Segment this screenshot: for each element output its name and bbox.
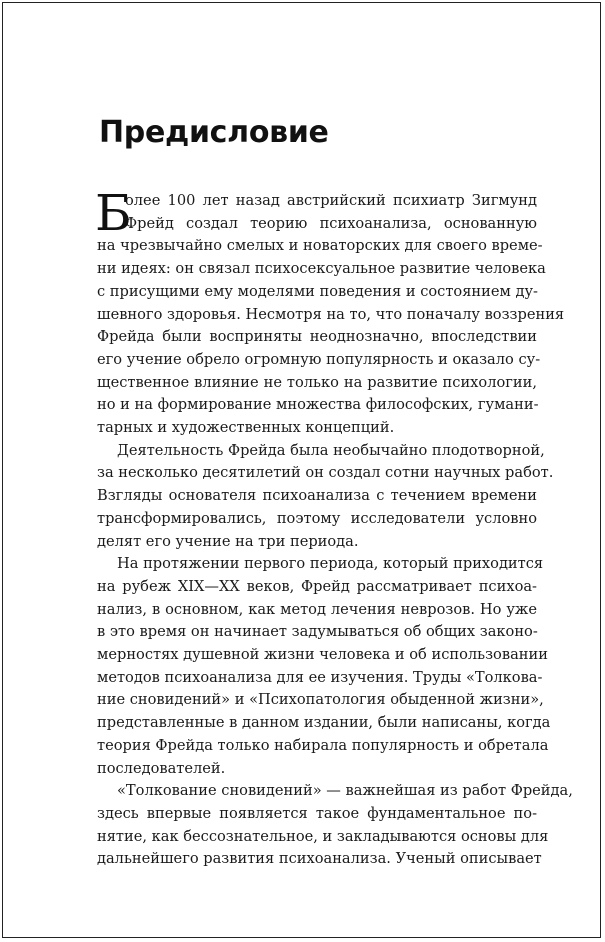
text-line: тарных и художественных концепций. <box>97 419 395 437</box>
text-line: на чрезвычайно смелых и новаторских для своего време- <box>97 237 543 255</box>
text-line: На протяжении первого периода, который приходится <box>117 555 544 573</box>
text-line: последователей. <box>97 759 226 777</box>
text-line: его учение обрело огромную популярность и оказало су- <box>97 350 541 368</box>
text-line: но и на формирование множества философских, гумани- <box>97 396 539 414</box>
text-line: «Толкование сновидений» — важнейшая из работ Фрейда, <box>117 782 573 800</box>
text-line: олее 100 лет назад австрийский психиатр Зигмунд <box>125 192 537 209</box>
text-line: делят его учение на три периода. <box>97 532 359 550</box>
text-line: дальнейшего развития психоанализа. Ученый описывает <box>97 850 542 868</box>
text-line: шевного здоровья. Несмотря на то, что поначалу воззрения <box>97 305 565 323</box>
text-line: Фрейд создал теорию психоанализа, основанную <box>125 214 537 232</box>
text-line: за несколько десятилетий он создал сотни научных работ. <box>97 464 554 482</box>
text-line: ни идеях: он связал психосексуальное развитие человека <box>97 260 546 278</box>
text-line: нализ, в основном, как метод лечения неврозов. Но уже <box>97 600 537 618</box>
text-line: с присущими ему моделями поведения и состоянием ду- <box>97 282 538 300</box>
text-line: Деятельность Фрейда была необычайно плодотворной, <box>117 441 545 459</box>
text-line: в это время он начинает задумываться об общих законо- <box>97 623 538 641</box>
drop-cap: Б <box>95 184 132 242</box>
page-title: Предисловие <box>99 115 329 150</box>
book-page <box>2 2 601 938</box>
text-line: Фрейда были восприняты неоднозначно, впоследствии <box>97 328 537 346</box>
text-line: щественное влияние не только на развитие психологии, <box>97 373 537 391</box>
text-line: на рубеж XIX—XX веков, Фрейд рассматривает психоа- <box>97 577 537 595</box>
text-line: Взгляды основателя психоанализа с течением времени <box>97 487 537 505</box>
body-text <box>95 184 573 871</box>
text-line: представленные в данном издании, были написаны, когда <box>97 714 551 732</box>
text-lines <box>95 184 573 871</box>
text-line: мерностях душевной жизни человека и об использовании <box>97 646 548 664</box>
text-line: трансформировались, поэтому исследователи условно <box>97 509 537 527</box>
text-line: нятие, как бессознательное, и закладываются основы для <box>97 827 549 845</box>
text-line: теория Фрейда только набирала популярность и обретала <box>97 736 549 754</box>
text-line: методов психоанализа для ее изучения. Труды «Толкова- <box>97 668 543 686</box>
text-line: здесь впервые появляется такое фундаментальное по- <box>97 804 537 822</box>
text-line: ние сновидений» и «Психопатология обыденной жизни», <box>97 691 544 709</box>
